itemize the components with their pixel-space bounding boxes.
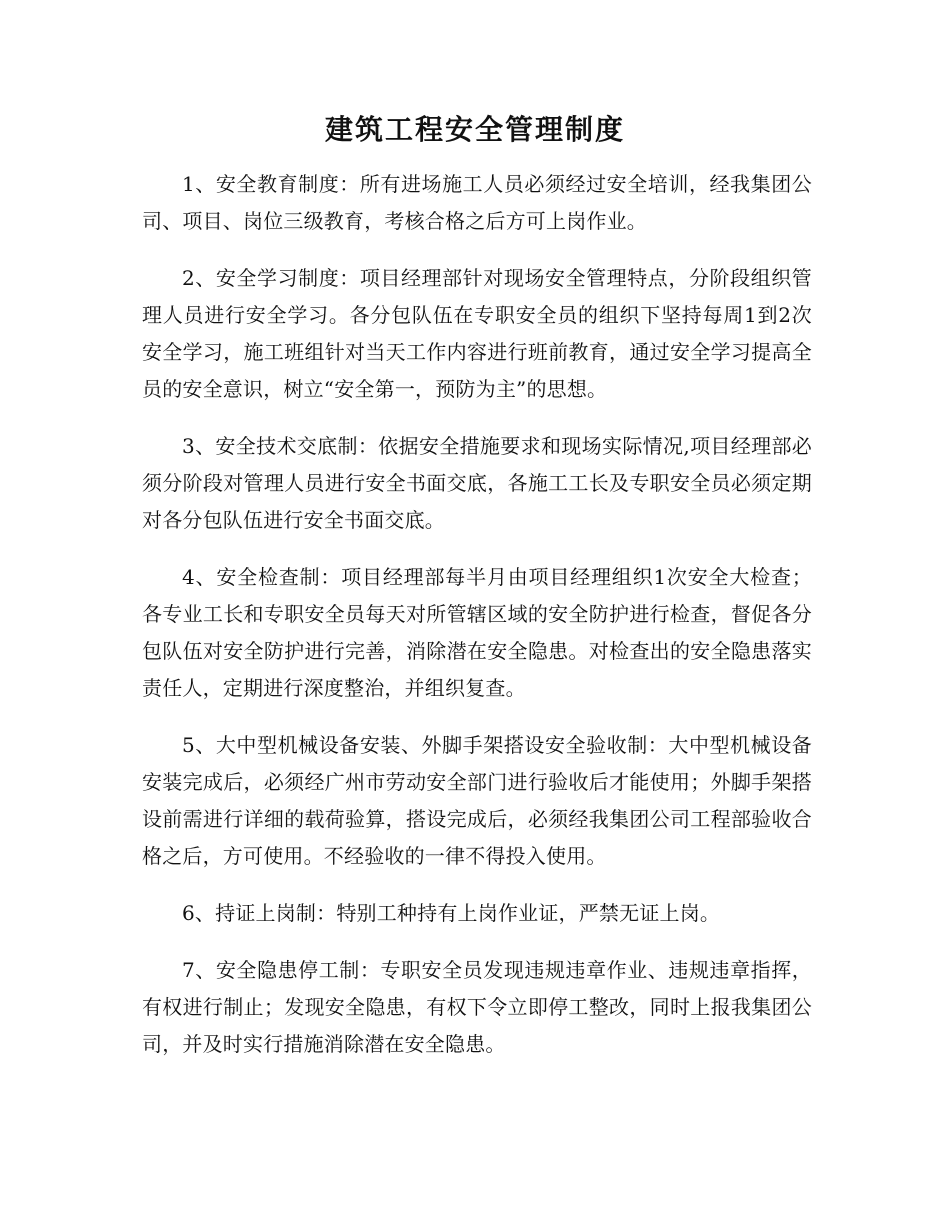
paragraph-hazard-stop-work-system: 7、安全隐患停工制：专职安全员发现违规违章作业、违规违章指挥，有权进行制止；发现安全隐患，有权下令立即停工整改，同时上报我集团公司，并及时实行措施消除潜在安全隐患。 bbox=[142, 958, 812, 1056]
document-title: 建筑工程安全管理制度 bbox=[324, 113, 625, 146]
paragraph-acceptance-system: 5、大中型机械设备安装、外脚手架搭设安全验收制：大中型机械设备安装完成后，必须经广州市劳动安全部门进行验收后才能使用；外脚手架搭设前需进行详细的载荷验算，搭设完成后，必须经我集团公司工程部验收合格之后，方可使用。不经验收的一律不得投入使用。 bbox=[142, 733, 812, 868]
paragraph-certified-work-system: 6、持证上岗制：特别工种持有上岗作业证，严禁无证上岗。 bbox=[182, 901, 721, 925]
document-body bbox=[142, 166, 812, 1083]
paragraph-education-system: 1、安全教育制度：所有进场施工人员必须经过安全培训，经我集团公司、项目、岗位三级教育，考核合格之后方可上岗作业。 bbox=[142, 172, 812, 233]
paragraph-study-system: 2、安全学习制度：项目经理部针对现场安全管理特点，分阶段组织管理人员进行安全学习。各分包队伍在专职安全员的组织下坚持每周1到2次安全学习，施工班组针对当天工作内容进行班前教育，通过安全学习提高全员的安全意识，树立“安全第一，预防为主”的思想。 bbox=[142, 266, 812, 401]
paragraph-inspection-system: 4、安全检查制：项目经理部每半月由项目经理组织1次安全大检查；各专业工长和专职安全员每天对所管辖区域的安全防护进行检查，督促各分包队伍对安全防护进行完善，消除潜在安全隐患。对检查出的安全隐患落实责任人，定期进行深度整治，并组织复查。 bbox=[142, 565, 812, 700]
paragraph-technical-briefing-system: 3、安全技术交底制：依据安全措施要求和现场实际情况,项目经理部必须分阶段对管理人员进行安全书面交底，各施工工长及专职安全员必须定期对各分包队伍进行安全书面交底。 bbox=[142, 434, 812, 532]
